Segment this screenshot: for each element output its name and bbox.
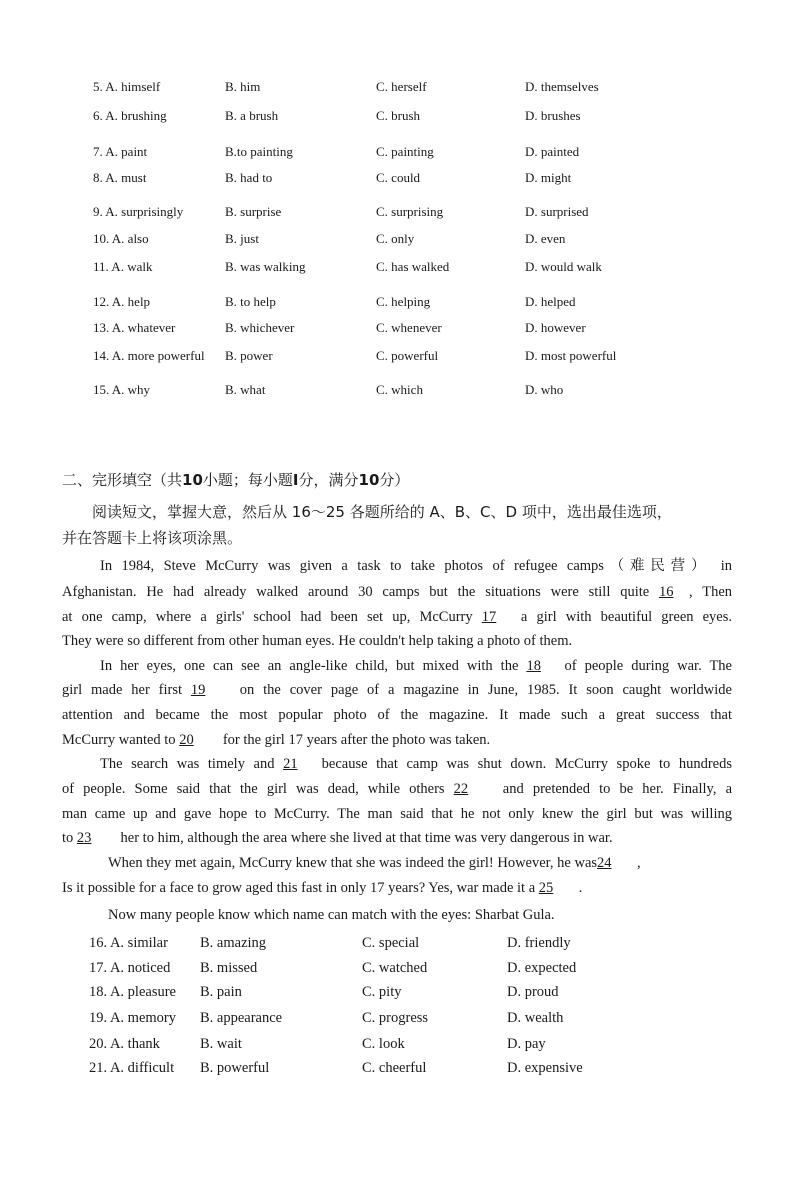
passage-text: and pretended to be her. Finally, a <box>502 781 733 797</box>
option-c: C. cheerful <box>362 1060 427 1076</box>
passage-text: at one camp, where a girls' school had been set up, McCurry <box>62 609 473 625</box>
option-d: D. pay <box>507 1036 546 1052</box>
passage-line <box>62 828 732 848</box>
heading-text: 分） <box>379 471 410 489</box>
heading-total: 10 <box>358 471 380 489</box>
option-row-9 <box>0 203 794 221</box>
passage-text: In her eyes, one can see an angle-like child, but mixed with the <box>100 658 519 674</box>
option-b: B. pain <box>200 984 242 1000</box>
heading-text: 二、完形填空（共 <box>62 471 183 489</box>
option-row-10 <box>0 230 794 248</box>
option-row-6 <box>0 107 794 125</box>
passage-text: on the cover page of a magazine in June, 1985. It soon caught worldwide <box>239 682 732 698</box>
section-heading <box>62 470 409 490</box>
passage-text: her to him, although the area where she lived at that time was very dangerous in war. <box>120 830 613 846</box>
option-c: C. progress <box>362 1010 429 1026</box>
option-b: B. was walking <box>225 259 306 274</box>
option-row-20 <box>0 1034 794 1054</box>
passage-line <box>62 804 732 824</box>
passage-text: , Then <box>689 584 732 600</box>
blank-21: 21 <box>283 756 298 772</box>
passage-line <box>62 878 732 898</box>
option-b: B. amazing <box>200 935 267 951</box>
passage-text: Is it possible for a face to grow aged this fast in only 17 years? Yes, war made it a <box>62 880 536 896</box>
passage-line <box>62 905 726 925</box>
option-b: B. a brush <box>225 108 279 123</box>
option-c: C. helping <box>376 294 431 309</box>
option-d: D. would walk <box>525 259 602 274</box>
option-a: 8. A. must <box>93 170 147 185</box>
option-d: D. expensive <box>507 1060 583 1076</box>
option-a: 11. A. walk <box>93 259 153 274</box>
option-b: B. surprise <box>225 204 282 219</box>
option-d: D. brushes <box>525 108 581 123</box>
passage-line <box>62 680 732 700</box>
instruction-line-2 <box>62 526 732 551</box>
option-row-19 <box>0 1008 794 1028</box>
option-c: C. only <box>376 231 415 246</box>
option-b: B. powerful <box>200 1060 270 1076</box>
option-c: C. whenever <box>376 320 442 335</box>
passage-text: When they met again, McCurry knew that she was indeed the girl! However, he was <box>108 855 598 871</box>
passage-text: a girl with beautiful green eyes. <box>520 609 733 625</box>
option-row-18 <box>0 982 794 1002</box>
option-d: D. friendly <box>507 935 571 951</box>
option-a: 21. A. difficult <box>89 1060 175 1076</box>
option-a: 6. A. brushing <box>93 108 167 123</box>
option-a: 19. A. memory <box>89 1010 176 1026</box>
option-b: B. to help <box>225 294 276 309</box>
option-b: B.to painting <box>225 144 293 159</box>
passage-text: Afghanistan. He had already walked around 30 camps but the situations were still quite <box>62 584 650 600</box>
option-c: C. has walked <box>376 259 450 274</box>
option-a: 15. A. why <box>93 382 151 397</box>
option-row-5 <box>0 78 794 96</box>
option-row-14 <box>0 347 794 365</box>
option-d: D. themselves <box>525 79 599 94</box>
option-row-7 <box>0 143 794 161</box>
passage-line <box>62 730 732 750</box>
option-c: C. painting <box>376 144 434 159</box>
passage-text: They were so different from other human eyes. He couldn't help taking a photo of them. <box>62 633 573 649</box>
heading-text: 小题；每小题 <box>202 471 293 489</box>
passage-text: Now many people know which name can match with the eyes: Sharbat Gula. <box>108 907 555 923</box>
passage-line <box>62 754 732 774</box>
option-row-21 <box>0 1058 794 1078</box>
option-a: 12. A. help <box>93 294 151 309</box>
option-b: B. wait <box>200 1036 242 1052</box>
heading-text: 分，满分 <box>298 471 359 489</box>
option-a: 16. A. similar <box>89 935 168 951</box>
option-b: B. power <box>225 348 273 363</box>
option-row-12 <box>0 293 794 311</box>
blank-24: 24 <box>597 855 612 871</box>
option-d: D. surprised <box>525 204 589 219</box>
passage-text: in <box>720 558 732 574</box>
passage-line <box>62 705 732 725</box>
option-row-16 <box>0 933 794 953</box>
option-row-17 <box>0 958 794 978</box>
blank-17: 17 <box>481 609 497 625</box>
passage-text: McCurry wanted to <box>62 732 176 748</box>
passage-text: attention and became the most popular photo of the magazine. It made such a great success that <box>62 707 732 723</box>
option-b: B. just <box>225 231 259 246</box>
option-row-15 <box>0 381 794 399</box>
blank-18: 18 <box>526 658 541 674</box>
option-d: D. painted <box>525 144 580 159</box>
passage-line <box>62 556 732 576</box>
option-c: C. powerful <box>376 348 439 363</box>
option-b: B. him <box>225 79 261 94</box>
option-c: C. herself <box>376 79 427 94</box>
option-d: D. most powerful <box>525 348 617 363</box>
option-d: D. even <box>525 231 566 246</box>
passage-text: , <box>637 855 641 871</box>
instruction-line-1 <box>62 500 732 525</box>
option-d: D. wealth <box>507 1010 564 1026</box>
instruction-text: 阅读短文，掌握大意，然后从 16～25 各题所给的 A、B、C、D 项中，选出最佳选项， <box>92 503 672 521</box>
blank-25: 25 <box>538 880 554 896</box>
heading-count: 10 <box>182 471 203 489</box>
option-d: D. might <box>525 170 572 185</box>
option-c: C. watched <box>362 960 428 976</box>
option-a: 18. A. pleasure <box>89 984 176 1000</box>
option-a: 10. A. also <box>93 231 149 246</box>
option-a: 13. A. whatever <box>93 320 176 335</box>
passage-line <box>62 779 732 799</box>
option-c: C. could <box>376 170 421 185</box>
passage-line <box>62 656 732 676</box>
option-c: C. special <box>362 935 420 951</box>
option-b: B. missed <box>200 960 258 976</box>
passage-line <box>62 582 732 602</box>
option-c: C. surprising <box>376 204 444 219</box>
passage-text: man came up and gave hope to McCurry. The man said that he not only knew the girl but was willing <box>62 806 732 822</box>
option-d: D. proud <box>507 984 559 1000</box>
option-row-8 <box>0 169 794 187</box>
blank-16: 16 <box>659 584 674 600</box>
option-c: C. brush <box>376 108 421 123</box>
blank-19: 19 <box>190 682 206 698</box>
blank-23: 23 <box>76 830 92 846</box>
option-d: D. helped <box>525 294 576 309</box>
passage-text: because that camp was shut down. McCurry spoke to hundreds <box>321 756 733 772</box>
option-d: D. expected <box>507 960 577 976</box>
heading-points: I <box>292 471 299 489</box>
passage-line <box>62 607 732 627</box>
passage-text: In 1984, Steve McCurry was given a task to take photos of refugee camps（难民营） <box>100 558 712 574</box>
passage-text: of people during war. The <box>564 658 732 674</box>
option-row-11 <box>0 258 794 276</box>
option-b: B. what <box>225 382 266 397</box>
passage-text: to <box>62 830 74 846</box>
option-b: B. whichever <box>225 320 295 335</box>
option-a: 5. A. himself <box>93 79 161 94</box>
passage-text: . <box>578 880 583 896</box>
option-row-13 <box>0 319 794 337</box>
option-b: B. had to <box>225 170 273 185</box>
passage-text: The search was timely and <box>100 756 275 772</box>
option-c: C. which <box>376 382 423 397</box>
option-a: 9. A. surprisingly <box>93 204 184 219</box>
instruction-text: 并在答题卡上将该项涂黑。 <box>62 529 243 547</box>
option-c: C. look <box>362 1036 405 1052</box>
option-d: D. who <box>525 382 564 397</box>
passage-text: for the girl 17 years after the photo was taken. <box>222 732 491 748</box>
passage-line <box>62 853 726 873</box>
blank-22: 22 <box>453 781 469 797</box>
passage-text: girl made her first <box>62 682 183 698</box>
option-a: 20. A. thank <box>89 1036 160 1052</box>
passage-text: of people. Some said that the girl was dead, while others <box>62 781 445 797</box>
passage-line <box>62 631 732 651</box>
option-c: C. pity <box>362 984 402 1000</box>
option-d: D. however <box>525 320 586 335</box>
option-a: 14. A. more powerful <box>93 348 205 363</box>
blank-20: 20 <box>179 732 194 748</box>
option-a: 7. A. paint <box>93 144 148 159</box>
option-b: B. appearance <box>200 1010 283 1026</box>
option-a: 17. A. noticed <box>89 960 171 976</box>
